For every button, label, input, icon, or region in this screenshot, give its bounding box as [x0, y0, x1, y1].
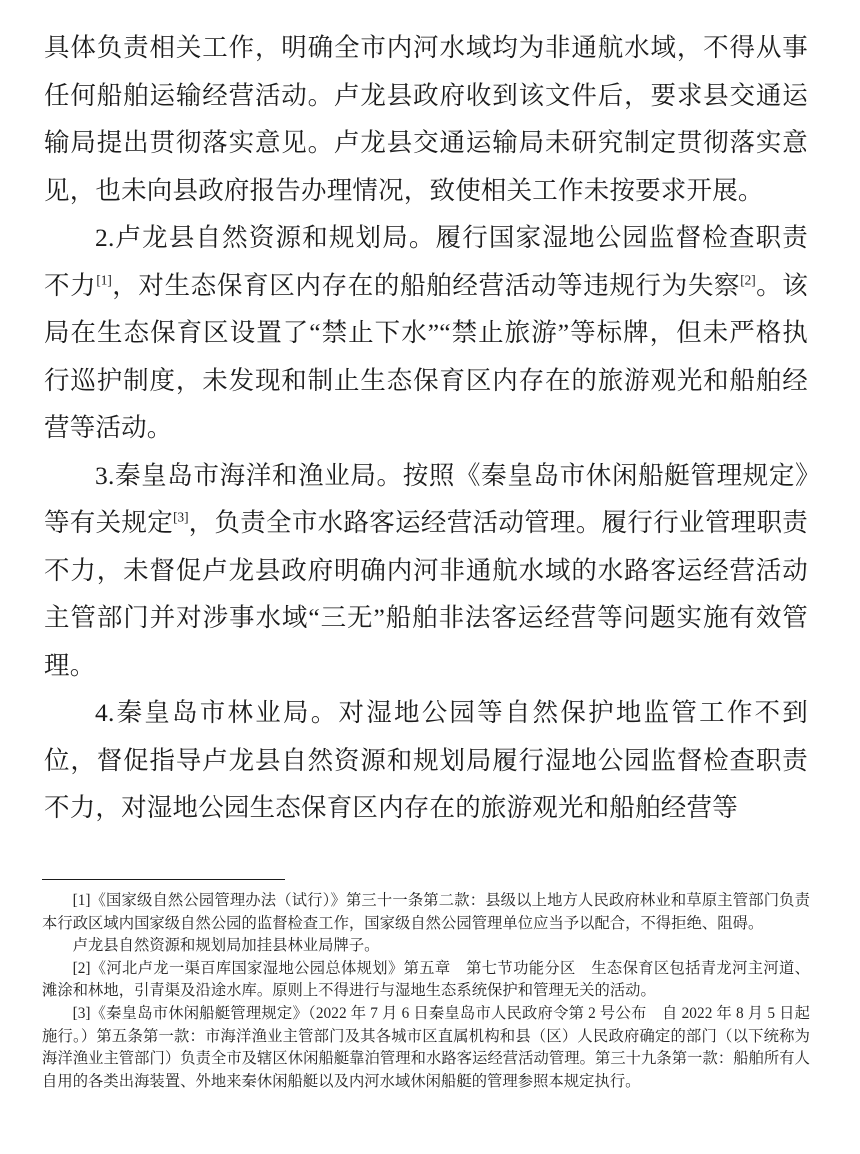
- footnote-1-note: [42, 935, 810, 958]
- footnote-1-note-text: 卢龙县自然资源和规划局加挂县林业局牌子。: [72, 937, 380, 955]
- footnote-marker-2: [2]: [740, 272, 756, 287]
- numbered-item-4: [44, 689, 808, 832]
- item-3-segment-2: ，负责全市水路客运经营活动管理。履行行业管理职责不力，未督促卢龙县政府明确内河非通航水域的水路客运经营活动主管部门并对涉事水域“三无”船舶非法客运经营等问题实施有效管理。: [44, 508, 808, 680]
- numbered-item-3: [44, 452, 808, 690]
- item-2-title: 卢龙县自然资源和规划局。: [114, 223, 436, 252]
- item-2-segment-1: 履行国家湿地公园监督检查职责不力: [44, 223, 808, 300]
- footnote-3-text: 《秦皇岛市休闲船艇管理规定》（2022 年 7 月 6 日秦皇岛市人民政府令第 2 号公布 自 2022 年 8 月 5 日起施行。）第五条第一款：市海洋渔业主管部门及其各城市区直属机构和县（区）人民政府确定的部门（以下统称为海洋渔业主管部门）负责全市及辖区休闲船艇靠泊管理和水路客运经营活动管理。第三十九条第一款：船舶所有人自用的各类出海装置、外地来秦休闲船艇以及内河水域休闲船艇的管理参照本规定执行。: [42, 1004, 810, 1090]
- item-2-segment-3: 。该局在生态保育区设置了“禁止下水”“禁止旅游”等标牌，但未严格执行巡护制度，未发现和制止生态保育区内存在的旅游观光和船舶经营等活动。: [44, 270, 809, 442]
- footnote-1-marker: [1]: [72, 892, 91, 909]
- footnote-marker-1: [1]: [96, 272, 112, 287]
- footnote-separator-rule: [42, 879, 285, 880]
- item-3-title: 秦皇岛市海洋和渔业局。: [114, 460, 403, 490]
- item-3-number: 3.: [95, 460, 115, 490]
- item-4-segment-1: 对湿地公园等自然保护地监管工作不到位，督促指导卢龙县自然资源和规划局履行湿地公园监督检查职责不力，对湿地公园生态保育区内存在的旅游观光和船舶经营等: [44, 698, 808, 822]
- footnote-2-text: 《河北卢龙一渠百库国家湿地公园总体规划》第五章 第七节功能分区 生态保育区包括青龙河主河道、滩涂和林地，引青渠及沿途水库。原则上不得进行与湿地生态系统保护和管理无关的活动。: [42, 959, 810, 1000]
- item-3-segment-1: 按照《秦皇岛市休闲船艇管理规定》等有关规定: [44, 460, 809, 537]
- footnote-1-text: 《国家级自然公园管理办法（试行）》第三十一条第二款：县级以上地方人民政府林业和草原主管部门负责本行政区域内国家级自然公园的监督检查工作，国家级自然公园管理单位应当予以配合，不得拒绝、阻碍。: [42, 892, 810, 932]
- item-2-segment-2: ，对生态保育区内存在的船舶经营活动等违规行为失察: [111, 270, 741, 300]
- footnote-2: [42, 958, 810, 1003]
- footnote-1: [42, 890, 810, 935]
- item-2-number: 2.: [95, 223, 115, 252]
- footnote-marker-3: [3]: [173, 509, 189, 525]
- paragraph-intro: 具体负责相关工作，明确全市内河水域均为非通航水域，不得从事任何船舶运输经营活动。卢龙县政府收到该文件后，要求县交通运输局提出贯彻落实意见。卢龙县交通运输局未研究制定贯彻落实意见，也未向县政府报告办理情况，致使相关工作未按要求开展。: [44, 33, 808, 205]
- item-4-number: 4.: [95, 698, 115, 727]
- document-body: [44, 24, 808, 832]
- footnote-2-marker: [2]: [72, 959, 91, 977]
- footnote-3: [42, 1003, 810, 1093]
- footnote-area: [42, 890, 810, 1093]
- footnote-3-marker: [3]: [72, 1004, 91, 1022]
- item-4-title: 秦皇岛市林业局。: [114, 698, 339, 727]
- numbered-item-2: [44, 214, 808, 452]
